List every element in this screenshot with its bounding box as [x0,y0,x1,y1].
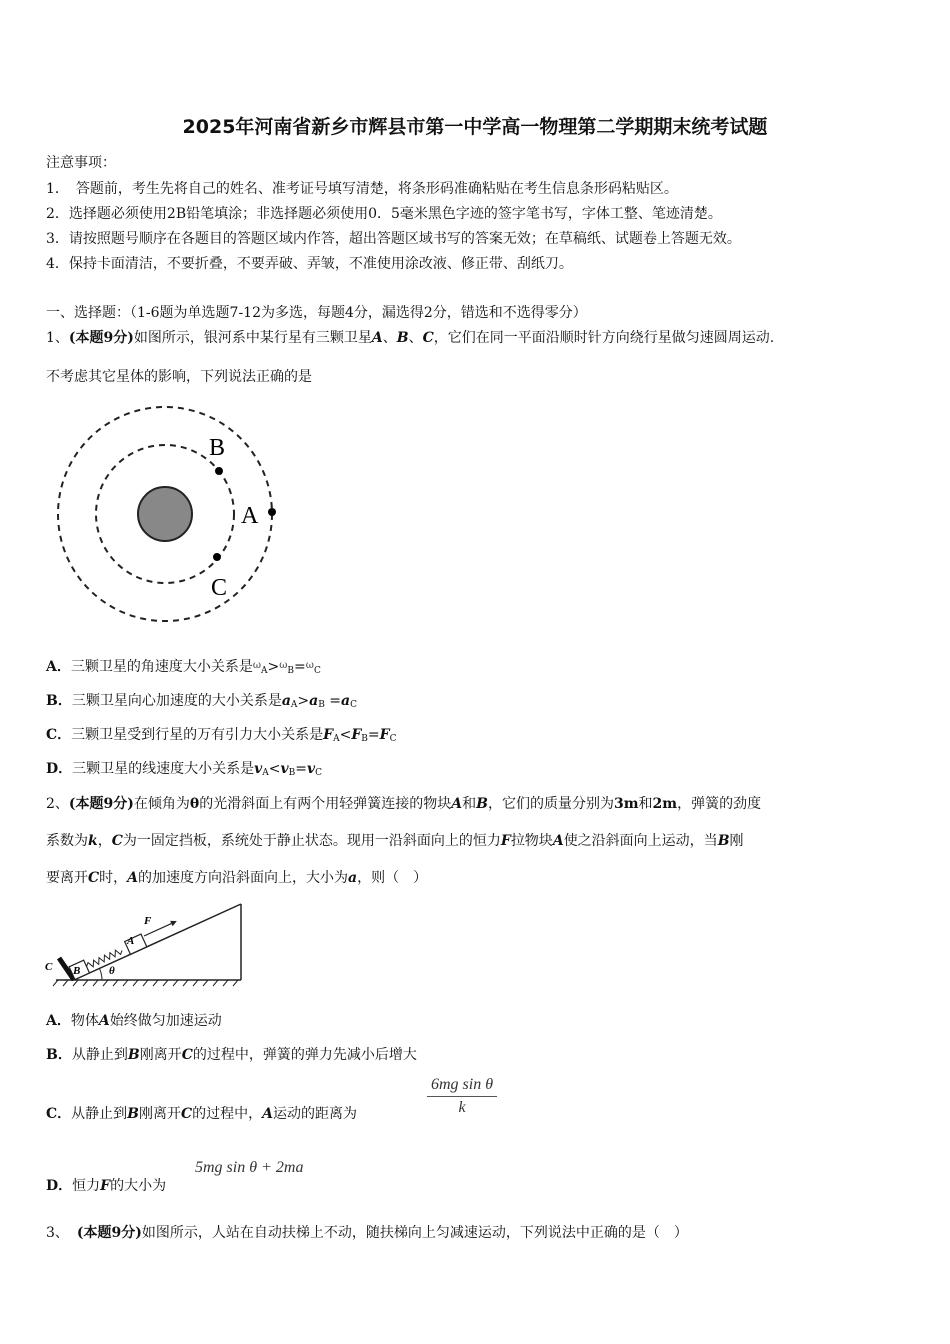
q3-line-1: 3、 (本题9分)如图所示，人站在自动扶梯上不动，随扶梯向上匀减速运动，下列说法中正确的是（ ） [46,1225,688,1241]
svg-text:C: C [45,961,53,973]
q2-option-c: C．从静止到B刚离开C的过程中，A运动的距离为 [46,1106,358,1122]
q2-option-c-fraction: $\frac{\text{6mg sin θ}}{k}$ [427,1076,497,1117]
q2-line-2: 系数为k，C为一固定挡板，系统处于静止状态。现用一沿斜面向上的恒力F拉物块A使之沿斜面向上运动，当B刚 [46,833,744,849]
notice-heading: 注意事项： [46,155,116,171]
q1-option-b: B．三颗卫星向心加速度的大小关系是$a_A>a_B =a_C$ [46,693,358,710]
q2-line-1: 2、(本题9分)在倾角为θ的光滑斜面上有两个用轻弹簧连接的物块A和B，它们的质量分别为3m和2m，弹簧的劲度 [46,796,762,812]
svg-text:F: F [144,915,152,927]
q1-option-c: C．三颗卫星受到行星的万有引力大小关系是$F_A<F_B=F_C$ [46,727,397,744]
label-c: C [211,575,228,601]
notice-item-4: 4．保持卡面清洁，不要折叠，不要弄破、弄皱，不准使用涂改液、修正带、刮纸刀。 [46,256,573,272]
satellite-a [268,508,276,516]
q1-orbit-figure [55,402,285,622]
q2-option-d-expression: 5mg sin θ + 2ma [195,1159,304,1176]
q1-option-a: A．三颗卫星的角速度大小关系是$^\omega_A$>$^\omega_B$=$^\omega_C$ [46,659,321,676]
svg-text:B: B [73,965,81,977]
q2-option-a: A．物体A始终做匀加速运动 [46,1013,222,1029]
q1-line-2: 不考虑其它星体的影响，下列说法正确的是 [46,369,312,385]
q2-option-d: D．恒力F的大小为 [46,1178,167,1194]
q1-line-1: 1、(本题9分)如图所示，银河系中某行星有三颗卫星A、B、C，它们在同一平面沿顺时针方向绕行星做匀速圆周运动. [46,330,775,346]
notice-item-1: 1． 答题前，考生先将自己的姓名、准考证号填写清楚，将条形码准确粘贴在考生信息条形码粘贴区。 [46,181,678,197]
svg-text:A: A [127,935,135,947]
q2-incline-figure [44,900,248,990]
q2-option-b: B．从静止到B刚离开C的过程中，弹簧的弹力先减小后增大 [46,1047,417,1063]
q1-option-d: D．三颗卫星的线速度大小关系是$v_A<v_B=v_C$ [46,761,323,778]
page-title: 2025年河南省新乡市辉县市第一中学高一物理第二学期期末统考试题 [182,116,768,138]
notice-item-3: 3．请按照题号顺序在各题目的答题区域内作答，超出答题区域书写的答案无效；在草稿纸、试题卷上答题无效。 [46,231,741,247]
label-b: B [209,435,226,461]
satellite-c [213,553,221,561]
planet [138,487,192,541]
angle-arc [100,969,103,980]
q2-line-3: 要离开C时，A的加速度方向沿斜面向上，大小为a，则（ ） [46,870,428,886]
section-heading: 一、选择题：（1-6题为单选题7-12为多选，每题4分，漏选得2分，错选和不选得零分） [46,305,587,321]
satellite-b [215,467,223,475]
notice-item-2: 2．选择题必须使用2B铅笔填涂；非选择题必须使用0．5毫米黑色字迹的签字笔书写，字体工整、笔迹清楚。 [46,206,722,222]
label-a: A [241,503,259,529]
svg-text:θ: θ [109,965,115,977]
incline-surface [74,904,241,980]
